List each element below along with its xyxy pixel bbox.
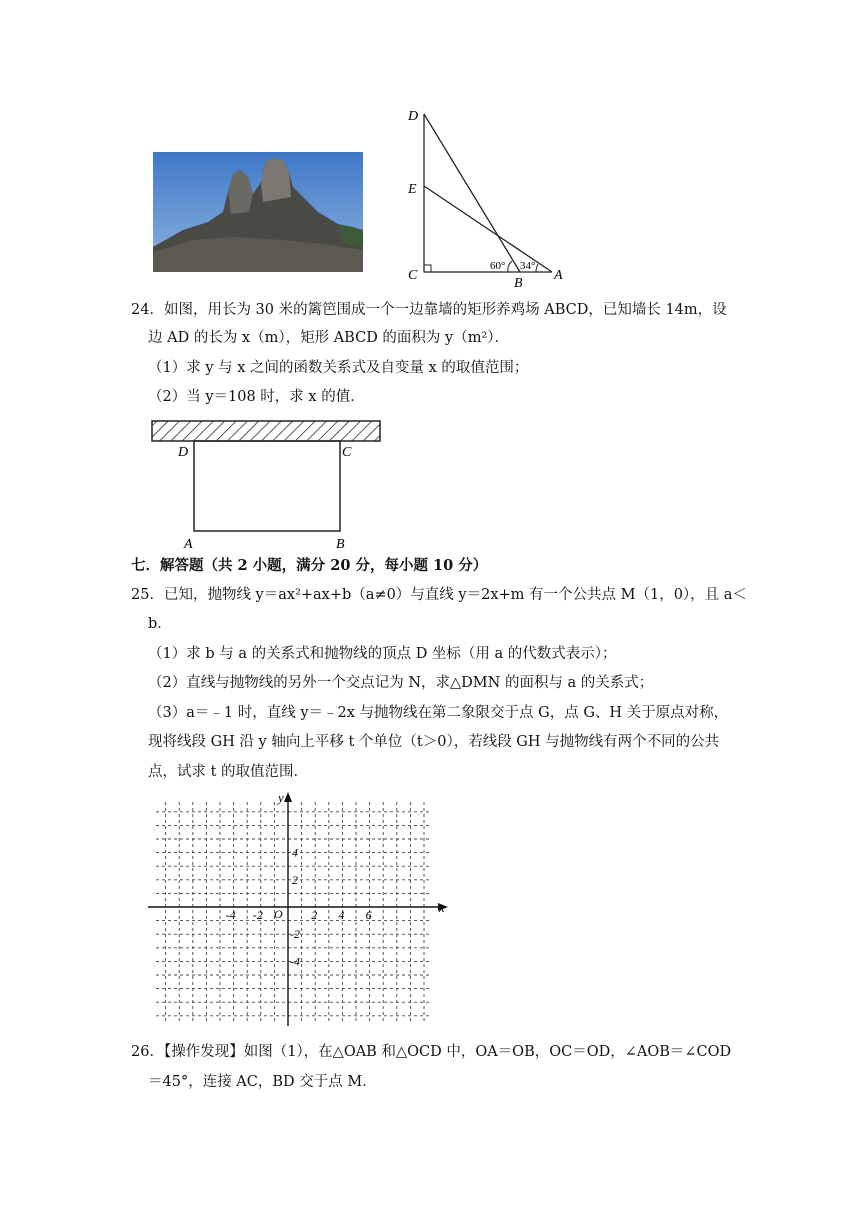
q25-sub3b: 现将线段 GH 沿 y 轴向上平移 t 个单位（t＞0），若线段 GH 与抛物线有两个不同的公共 [148, 734, 720, 750]
segment-DB [424, 114, 520, 272]
q25-sub3c: 点，试求 t 的取值范围． [148, 764, 309, 780]
rectangle-ABCD [194, 441, 340, 531]
section7-heading: 七．解答题（共 2 小题，满分 20 分，每小题 10 分） [131, 557, 488, 574]
x-axis-label: x [439, 900, 445, 915]
x-tick-label: 6 [365, 908, 372, 922]
q25-line1b: b． [148, 616, 172, 632]
grid-lines [156, 802, 430, 1022]
label-C: C [408, 268, 418, 283]
label-A: A [554, 268, 563, 283]
q25-sub3a: （3）a＝﹣1 时，直线 y＝﹣2x 与抛物线在第二象限交于点 G，点 G、H 关于原点对称， [148, 705, 729, 721]
q25-text1: 已知，抛物线 y＝ax²+ax+b（a≠0）与直线 y＝2x+m 有一个公共点 M（1，0），且 a＜ [163, 587, 747, 603]
q24-line2: 边 AD 的长为 x（m），矩形 ABCD 的面积为 y（m²）． [148, 330, 510, 346]
rect-label-A: A [184, 537, 193, 552]
label-B: B [514, 276, 523, 288]
q25-line1 [131, 585, 747, 605]
q24-rectangle-figure [148, 418, 384, 552]
x-tick-label: 4 [338, 908, 345, 922]
y-tick-label: 4 [292, 845, 298, 860]
rect-label-D: D [178, 445, 189, 460]
rect-label-C: C [342, 445, 352, 460]
y-tick-label: -4 [290, 954, 300, 969]
mountain-photo [153, 152, 363, 272]
q25-sub1: （1）求 b 与 a 的关系式和抛物线的顶点 D 坐标（用 a 的代数式表示）； [148, 646, 617, 662]
q26-line1 [131, 1042, 731, 1062]
triangle-figure [400, 104, 566, 288]
wall [152, 421, 380, 441]
q26-text1: 【操作发现】如图（1），在△OAB 和△OCD 中，OA＝OB，OC＝OD，∠AOB＝∠COD [163, 1044, 732, 1060]
y-axis-arrow [284, 792, 292, 802]
coordinate-grid [148, 790, 458, 1030]
rect-label-B: B [336, 537, 345, 552]
q24-text1: 如图，用长为 30 米的篱笆围成一个一边靠墙的矩形养鸡场 ABCD，已知墙长 14m，设 [163, 302, 727, 318]
y-axis-label: y [278, 790, 284, 805]
q24-number: 24． [131, 302, 164, 318]
y-tick-label: 2 [292, 872, 298, 887]
q24-sub2: （2）当 y＝108 时，求 x 的值． [148, 389, 365, 405]
q25-sub2: （2）直线与抛物线的另外一个交点记为 N，求△DMN 的面积与 a 的关系式； [148, 675, 654, 691]
x-tick-label: -2 [252, 908, 263, 922]
q24-line1 [131, 300, 727, 320]
q24-sub1: （1）求 y 与 x 之间的函数关系式及自变量 x 的取值范围； [148, 360, 529, 376]
right-angle-mark [424, 265, 431, 272]
origin-label: O [274, 907, 283, 921]
q25-number: 25． [131, 587, 164, 603]
q26-line2: ＝45°，连接 AC，BD 交于点 M． [148, 1074, 377, 1090]
y-tick-label: -2 [290, 927, 300, 942]
label-E: E [408, 182, 417, 197]
q26-number: 26． [131, 1044, 164, 1060]
mountain-rock-image [153, 152, 363, 272]
angle-60-label: 60° [490, 260, 506, 272]
x-tick-label: -4 [225, 908, 236, 922]
label-D: D [408, 109, 419, 124]
angle-34-label: 34° [520, 260, 536, 272]
x-tick-label: 2 [311, 908, 318, 922]
